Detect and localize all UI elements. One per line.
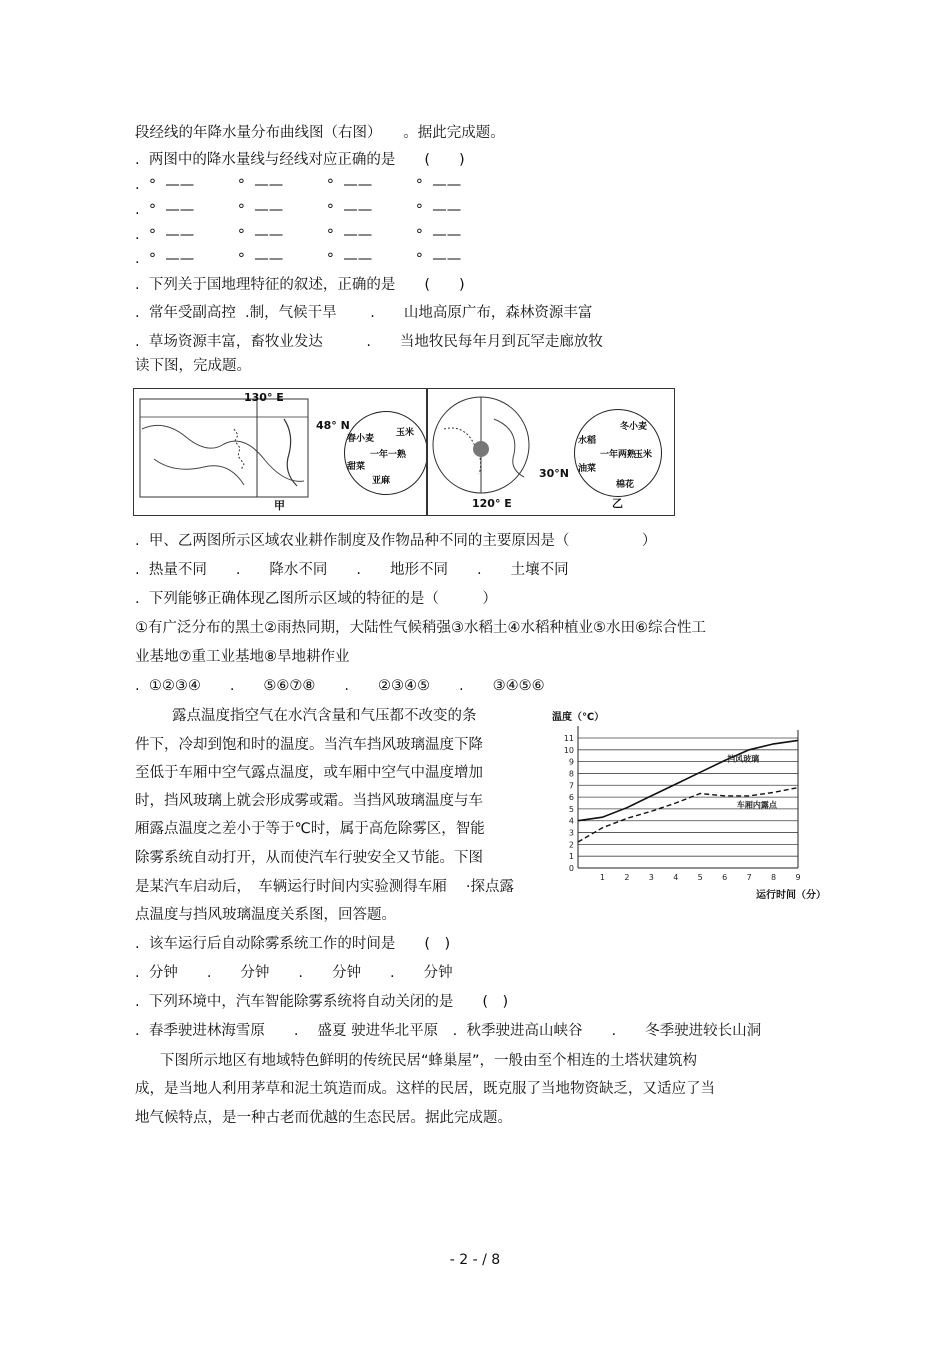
question-stem: . 甲、乙两图所示区域农业耕作制度及作物品种不同的主要原因是（ ）: [135, 533, 657, 549]
question-stem: . 下列关于国地理特征的叙述，正确的是 ( ): [135, 277, 465, 293]
x-tick-label: 7: [746, 873, 752, 882]
answer-option: . 常年受副高控 .制，气候干旱 . 山地高原广布，森林资源丰富: [135, 305, 593, 321]
chart-plot: [548, 708, 848, 886]
answer-option: . 热量不同 . 降水不同 . 地形不同 . 土壤不同: [135, 562, 569, 578]
y-tick-label: 4: [568, 816, 574, 826]
answer-option: . ①②③④ . ⑤⑥⑦⑧ . ②③④⑤ . ③④⑤⑥: [135, 678, 545, 694]
figure-label-yi: 乙: [612, 497, 623, 510]
x-tick-label: 8: [771, 873, 777, 882]
text-line: ①有广泛分布的黑土②雨热同期，大陆性气候稍强③水稻土④水稻种植业⑤水田⑥综合性工: [135, 620, 706, 636]
text-line: 至低于车厢中空气露点温度，或车厢中空气中温度增加: [135, 765, 483, 781]
crop-label: 玉米: [396, 428, 415, 438]
question-stem: . 下列能够正确体现乙图所示区域的特征的是（ ）: [135, 591, 497, 607]
longitude-label: 120° E: [472, 497, 512, 510]
series-line-2: [578, 788, 798, 842]
x-tick-label: 6: [722, 873, 728, 882]
text-line: 时，挡风玻璃上就会形成雾或霜。当挡风玻璃温度与车: [135, 793, 483, 809]
answer-option: . 春季驶进林海雪原 . 盛夏 驶进华北平原 . 秋季驶进高山峡谷 . 冬季驶进较长山洞: [135, 1023, 762, 1039]
longitude-label: 130° E: [244, 391, 284, 404]
page-number: - 2 - / 8: [449, 1252, 501, 1268]
text-line: 除雾系统自动打开，从而使汽车行驶安全又节能。下图: [135, 850, 483, 866]
crop-label: 春小麦: [347, 434, 375, 444]
y-tick-label: 7: [568, 781, 574, 791]
answer-option: . 草场资源丰富，畜牧业发达 . 当地牧民每年月到瓦罕走廊放牧: [135, 334, 603, 350]
chart-title: 温度（℃）: [552, 712, 605, 723]
x-tick-label: 2: [624, 873, 630, 882]
y-tick-label: 3: [568, 828, 574, 838]
text-line: 地气候特点，是一种古老而优越的生态民居。据此完成题。: [135, 1110, 512, 1126]
series-label: 车厢内露点: [736, 800, 777, 810]
text-line: 件下，冷却到饱和时的温度。当汽车挡风玻璃温度下降: [135, 737, 483, 753]
crop-label: 水稻: [578, 436, 597, 446]
temperature-chart: [548, 708, 848, 908]
question-stem: . 该车运行后自动除雾系统工作的时间是 ( ): [135, 936, 451, 952]
latitude-label: 30°N: [539, 467, 570, 480]
y-tick-label: 8: [568, 769, 574, 779]
question-stem: . 两图中的降水量线与经线对应正确的是 ( ): [135, 152, 465, 168]
cropping-system: 一年两熟: [600, 450, 637, 460]
crop-label: 亚麻: [372, 476, 391, 486]
figure-label-jia: 甲: [274, 499, 285, 512]
y-tick-label: 1: [568, 852, 574, 862]
y-tick-label: 5: [568, 804, 574, 814]
crop-label: 棉花: [616, 480, 635, 490]
x-tick-label: 1: [599, 873, 605, 882]
cropping-system: 一年一熟: [370, 450, 407, 460]
text-line: 点温度与挡风玻璃温度关系图，回答题。: [135, 907, 396, 923]
x-tick-label: 9: [795, 873, 801, 882]
y-tick-label: 11: [563, 734, 574, 743]
map-figure: [133, 388, 675, 516]
crop-label: 甜菜: [347, 462, 366, 472]
answer-option: . ° —— ° —— ° —— ° ——: [135, 177, 462, 193]
text-line: 业基地⑦重工业基地⑧旱地耕作业: [135, 649, 350, 665]
text-line: 段经线的年降水量分布曲线图（右图） 。据此完成题。: [135, 125, 505, 141]
text-line: 露点温度指空气在水汽含量和气压都不改变的条: [172, 708, 477, 724]
series-label: 挡风玻璃: [727, 754, 760, 764]
crop-label: 冬小麦: [620, 422, 648, 432]
question-stem: . 下列环境中，汽车智能除雾系统将自动关闭的是 ( ): [135, 994, 509, 1010]
answer-option: . 分钟 . 分钟 . 分钟 . 分钟: [135, 965, 453, 981]
crop-label: 玉米: [634, 450, 653, 460]
text-line: 读下图，完成题。: [135, 358, 251, 374]
x-tick-label: 3: [648, 873, 654, 882]
answer-option: . ° —— ° —— ° —— ° ——: [135, 227, 462, 243]
panel-divider: [426, 389, 428, 515]
y-tick-label: 10: [563, 745, 574, 755]
y-tick-label: 0: [568, 864, 574, 873]
y-tick-label: 2: [568, 840, 574, 850]
chart-xlabel: 运行时间（分）: [756, 890, 826, 901]
x-tick-label: 4: [673, 873, 679, 882]
answer-option: . ° —— ° —— ° —— ° ——: [135, 202, 462, 218]
text-line: 成，是当地人利用茅草和泥土筑造而成。这样的民居，既克服了当地物资缺乏，又适应了当: [135, 1081, 715, 1097]
x-tick-label: 5: [697, 873, 703, 882]
answer-option: . ° —— ° —— ° —— ° ——: [135, 251, 462, 267]
y-tick-label: 6: [568, 793, 574, 803]
y-tick-label: 9: [568, 757, 574, 767]
crop-label: 油菜: [578, 464, 597, 474]
latitude-label: 48° N: [316, 419, 350, 432]
text-line: 下图所示地区有地域特色鲜明的传统民居“蜂巢屋”，一般由至个相连的土塔状建筑构: [160, 1053, 698, 1069]
text-line: 是某汽车启动后， 车辆运行时间内实验测得车厢 ·探点露: [135, 879, 514, 895]
text-line: 厢露点温度之差小于等于℃时，属于高危除雾区，智能: [135, 821, 485, 837]
